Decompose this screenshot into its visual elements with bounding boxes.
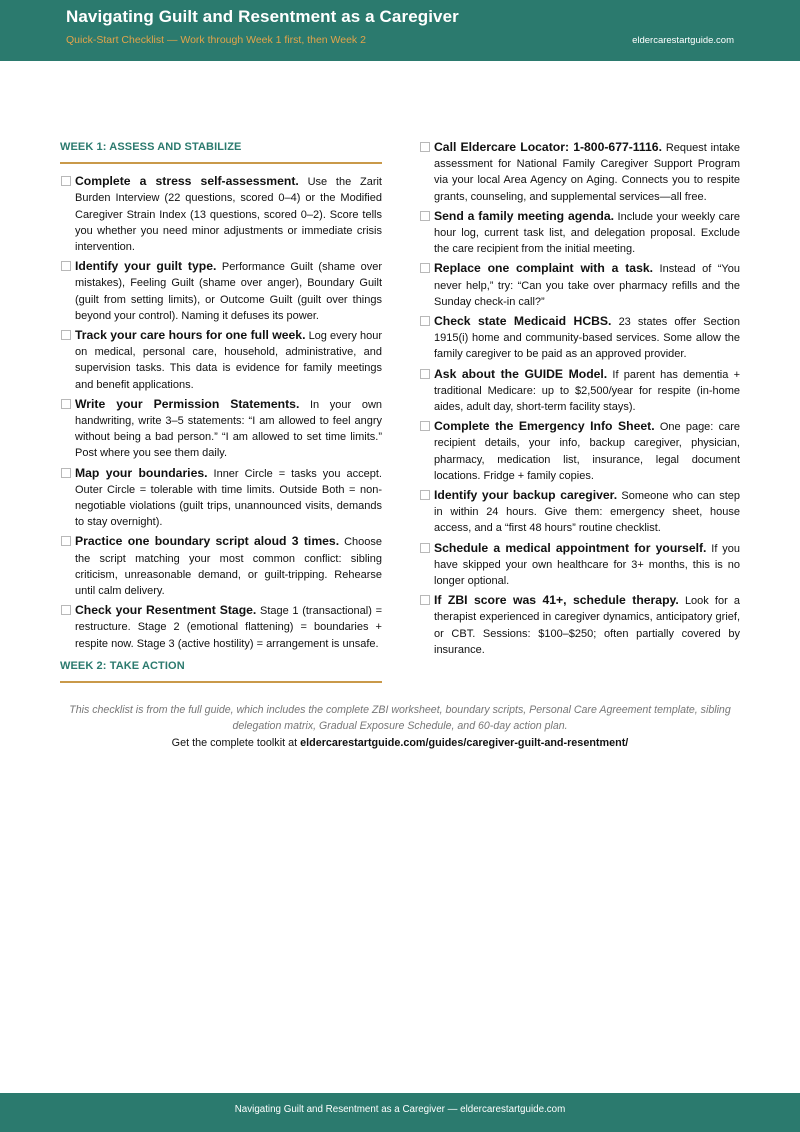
item-title: Identify your backup caregiver.	[434, 488, 618, 503]
site-name: eldercarestartguide.com	[632, 35, 734, 46]
checklist-item	[60, 258, 382, 324]
checklist-item	[419, 313, 740, 363]
item-text: Instead of “You never help,” try: “Can you take over pharmacy refills and the Sunday check-in call?”	[434, 263, 740, 308]
item-title: Schedule a medical appointment for yourself.	[434, 540, 707, 555]
item-text: If you have skipped your own healthcare for 3+ months, this is no longer optional.	[434, 542, 740, 588]
footer-note: This checklist is from the full guide, which includes the complete ZBI worksheet, boundary scripts, Personal Care Agreement template, sibling delegation matrix, Gradual Exposure Schedule, and 60-day action plan.	[69, 704, 731, 732]
item-text: One page: care recipient details, your info, backup caregiver, physician, pharmacy, medication list, insurance, legal document locations. Fridge + family copies.	[434, 421, 740, 482]
item-text: Stage 1 (transactional) = restructure. Stage 2 (emotional flattening) = boundaries + respite now. Stage 3 (active hostility) = arrangement is unsafe.	[75, 605, 382, 650]
checkbox-icon[interactable]	[61, 536, 71, 546]
checkbox-icon[interactable]	[420, 421, 430, 431]
item-title: Call Eldercare Locator: 1-800-677-1116.	[434, 140, 662, 154]
checklist-item	[60, 602, 382, 652]
item-title: Complete a stress self-assessment.	[75, 174, 299, 189]
checkbox-icon[interactable]	[420, 211, 430, 221]
checklist-item	[60, 465, 382, 531]
checkbox-icon[interactable]	[420, 490, 430, 500]
item-title: Write your Permission Statements.	[75, 396, 300, 411]
item-title: Ask about the GUIDE Model.	[434, 366, 608, 381]
week1-checklist	[60, 173, 382, 652]
checklist-item	[60, 396, 382, 462]
checklist-item	[419, 540, 740, 590]
checkbox-icon[interactable]	[61, 261, 71, 271]
item-text: Request intake assessment for National Family Caregiver Support Program via your local Area Agency on Aging. Connects you to respite grants, counseling, and supplemental services—all free.	[434, 142, 740, 203]
footer-cta	[60, 737, 740, 749]
checkbox-icon[interactable]	[420, 263, 430, 273]
checkbox-icon[interactable]	[61, 399, 71, 409]
checklist-item	[419, 487, 740, 537]
item-title: If ZBI score was 41+, schedule therapy.	[434, 593, 679, 608]
week1-heading: WEEK 1: ASSESS AND STABILIZE	[60, 139, 382, 164]
checkbox-icon[interactable]	[420, 543, 430, 553]
page-header	[0, 0, 800, 61]
checkbox-icon[interactable]	[61, 468, 71, 478]
checkbox-icon[interactable]	[61, 176, 71, 186]
checklist-item	[60, 327, 382, 393]
item-text: If parent has dementia + traditional Medicare: up to $2,500/year for respite (in-home aides, adult day, short-term facility stays).	[434, 368, 741, 414]
checkbox-icon[interactable]	[420, 595, 430, 605]
item-title: Identify your guilt type.	[75, 259, 217, 274]
checklist-item	[419, 208, 740, 258]
checklist-item	[60, 533, 382, 599]
footer-bar-text: Navigating Guilt and Resentment as a Caregiver — eldercarestartguide.com	[234, 1104, 566, 1115]
item-text: Inner Circle = tasks you accept. Outer Circle = tolerable with time limits. Outside Both = non-negotiable violations (guilt trips, unannounced visits, demands to stay overnight).	[75, 467, 382, 529]
checklist-item	[419, 592, 740, 658]
page-footer-bar	[0, 1093, 800, 1132]
left-column	[60, 139, 382, 692]
item-text: Someone who can step in within 24 hours. Give them: emergency sheet, house access, and a “first 48 hours” routine checklist.	[434, 490, 740, 535]
checkbox-icon[interactable]	[61, 330, 71, 340]
checklist-item	[419, 418, 740, 484]
item-text: Use the Zarit Burden Interview (22 questions, scored 0–4) or the Modified Caregiver Strain Index (13 questions, scored 0–2). Score tells you whether you need minor adjustments or immediate crisis intervention.	[75, 176, 382, 254]
checkbox-icon[interactable]	[420, 369, 430, 379]
page-title: Navigating Guilt and Resentment as a Caregiver	[66, 7, 459, 26]
item-title: Send a family meeting agenda.	[434, 208, 614, 223]
item-text: Performance Guilt (shame over mistakes), Feeling Guilt (shame over anger), Boundary Guilt (guilt from setting limits), or Outcome Guilt (guilt over things beyond your control). Naming it defuses its power.	[75, 261, 383, 322]
footer-cta-prefix: Get the complete toolkit at	[171, 737, 301, 749]
item-title: Check your Resentment Stage.	[75, 603, 257, 618]
item-text: Look for a therapist experienced in caregiver dynamics, anticipatory grief, or CBT. Sessions: $100–$250; often partially covered by insurance.	[434, 595, 741, 656]
item-title: Complete the Emergency Info Sheet.	[434, 419, 655, 434]
checklist-item	[419, 260, 740, 310]
item-title: Check state Medicaid HCBS.	[434, 314, 612, 329]
right-column	[419, 139, 740, 661]
item-text: Include your weekly care hour log, current task list, and delegation proposal. Exclude the care recipient from the initial meeting.	[434, 210, 740, 256]
checklist-item	[419, 139, 740, 205]
checkbox-icon[interactable]	[61, 605, 71, 615]
checklist-item	[60, 173, 382, 255]
checkbox-icon[interactable]	[420, 316, 430, 326]
checkbox-icon[interactable]	[420, 142, 430, 152]
item-title: Map your boundaries.	[75, 465, 208, 480]
week2-heading: WEEK 2: TAKE ACTION	[60, 658, 382, 683]
item-title: Track your care hours for one full week.	[75, 328, 306, 343]
toolkit-link[interactable]: eldercarestartguide.com/guides/caregiver-guilt-and-resentment/	[300, 737, 629, 749]
page-subtitle: Quick-Start Checklist — Work through Week 1 first, then Week 2	[66, 34, 366, 46]
week2-checklist	[419, 139, 740, 658]
item-text: 23 states offer Section 1915(i) home and community-based services. Some allow the family caregiver to be paid as an approved provider.	[434, 316, 740, 361]
item-text: In your own handwriting, write 3–5 statements: “I am allowed to feel angry without being a bad person.” “I am allowed to set time limits.” Post where you see them daily.	[75, 398, 382, 460]
checklist-item	[419, 366, 740, 416]
item-title: Practice one boundary script aloud 3 times.	[75, 534, 340, 549]
item-text: Choose the script matching your most common conflict: sibling criticism, unreasonable demand, or guilt-tripping. Rehearse until calm delivery.	[75, 536, 383, 598]
item-title: Replace one complaint with a task.	[434, 261, 654, 276]
item-text: Log every hour on medical, personal care, household, administrative, and supervision tasks. This data is evidence for family meetings and benefit applications.	[75, 330, 382, 391]
